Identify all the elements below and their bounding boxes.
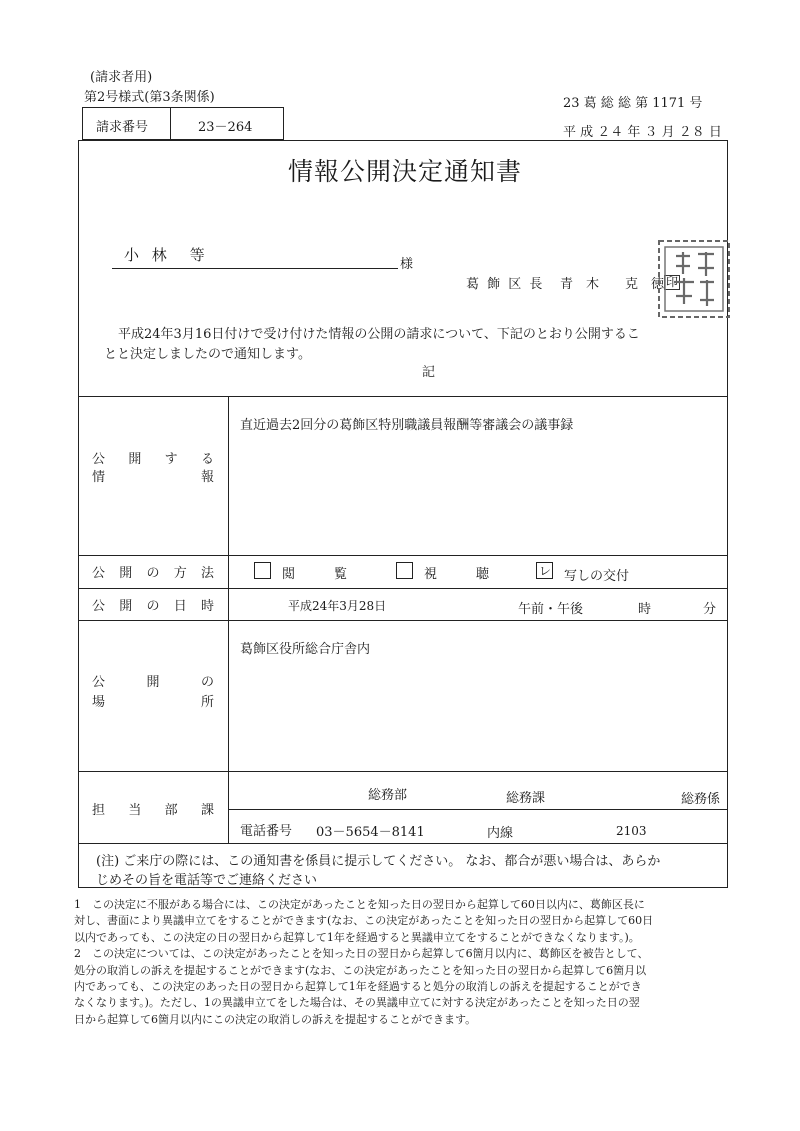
recipient-name: 小 林 等	[124, 246, 209, 264]
dept-kakari: 総務係	[681, 792, 721, 807]
footnote-line: 以内であっても、この決定の日の翌日から起算して1年を経過すると異議申立てをすることができなくなります。)。	[74, 930, 640, 944]
datetime-hour: 時	[638, 602, 652, 617]
dept-label: 担 当 部 課	[92, 803, 214, 818]
footnote-line: 1 この決定に不服がある場合には、この決定があったことを知った日の翌日から起算して60日以内に、葛飾区長に	[74, 898, 645, 911]
info-value: 直近過去2回分の葛飾区特別職議員報酬等審議会の議事録	[240, 418, 574, 433]
info-label-line2: 情 報	[92, 470, 214, 485]
request-number-label: 請求番号	[96, 120, 149, 135]
recipient-underline	[112, 268, 398, 269]
datetime-ampm: 午前・午後	[518, 602, 584, 617]
option-view-label: 閲 覧	[282, 567, 348, 582]
ext-value: 2103	[616, 824, 647, 838]
document-number: 23 葛 総 総 第 1171 号	[563, 96, 703, 111]
recipient-honorific: 様	[400, 257, 414, 272]
seal-mark: 印	[666, 275, 679, 289]
place-label-line1: 公 開 の	[92, 675, 214, 690]
option-listen-label: 視 聴	[424, 567, 490, 582]
footnote-line: 内であっても、この決定のあった日の翌日から起算して1年を経過すると処分の取消しの訴えを提起することができ	[74, 980, 642, 994]
note-line2: じめその旨を電話等でご連絡ください	[96, 873, 318, 888]
checkbox-listen[interactable]	[396, 562, 413, 579]
tel-label: 電話番号	[240, 824, 293, 839]
tel-value: 03－5654－8141	[316, 825, 425, 840]
datetime-label: 公 開 の 日 時	[92, 599, 214, 614]
official-stamp	[656, 238, 732, 320]
place-label-line2: 場 所	[92, 695, 214, 710]
page-title: 情報公開決定通知書	[288, 157, 523, 186]
footnote-line: なくなります。)。ただし、1の異議申立てをした場合は、その異議申立てに対する決定があったことを知った日の翌	[74, 996, 640, 1010]
checkbox-copy[interactable]	[536, 562, 553, 579]
note-line1: (注) ご来庁の際には、この通知書を係員に提示してください。 なお、都合が悪い場合は、あらか	[96, 854, 661, 869]
method-label: 公 開 の 方 法	[92, 566, 214, 581]
footnotes	[74, 897, 653, 1028]
footnote-line: 処分の取消しの訴えを提起することができます(なお、この決定があったことを知った日の翌日から起算して6箇月以	[74, 963, 647, 977]
sender-title: 葛 飾 区 長	[466, 277, 545, 292]
dept-ka: 総務課	[506, 791, 546, 806]
info-label-line1: 公 開 す る	[92, 452, 214, 467]
datetime-minute: 分	[703, 602, 717, 617]
footnote-line: 日から起算して6箇月以内にこの決定の取消しの訴えを提起することができます。	[74, 1012, 477, 1026]
request-number-value: 23－264	[198, 120, 253, 135]
requester-use-label: (請求者用)	[90, 70, 153, 85]
document-date: 平 成 ２４ 年 ３ 月 ２８ 日	[563, 125, 722, 140]
ext-label: 内線	[487, 826, 514, 841]
ki-marker: 記	[422, 365, 436, 380]
check-mark-icon: レ	[539, 564, 552, 578]
footnote-line: 2 この決定については、この決定があったことを知った日の翌日から起算して6箇月以内に、葛飾区を被告として、	[74, 947, 649, 961]
body-text-line2: とと決定しましたので通知します。	[104, 347, 311, 362]
dept-bu: 総務部	[368, 788, 408, 803]
checkbox-view[interactable]	[254, 562, 271, 579]
option-copy-label: 写しの交付	[564, 569, 630, 584]
footnote-line: 対し、書面により異議申立てをすることができます(なお、この決定があったことを知った日の翌日から起算して60日	[74, 914, 654, 928]
body-text-line1: 平成24年3月16日付けで受け付けた情報の公開の請求について、下記のとおり公開するこ	[118, 327, 640, 342]
sender-name: 青 木 克 徳	[560, 277, 665, 292]
datetime-date: 平成24年3月28日	[288, 599, 387, 613]
place-value: 葛飾区役所総合庁舎内	[240, 642, 371, 657]
form-number: 第2号様式(第3条関係)	[84, 90, 215, 105]
